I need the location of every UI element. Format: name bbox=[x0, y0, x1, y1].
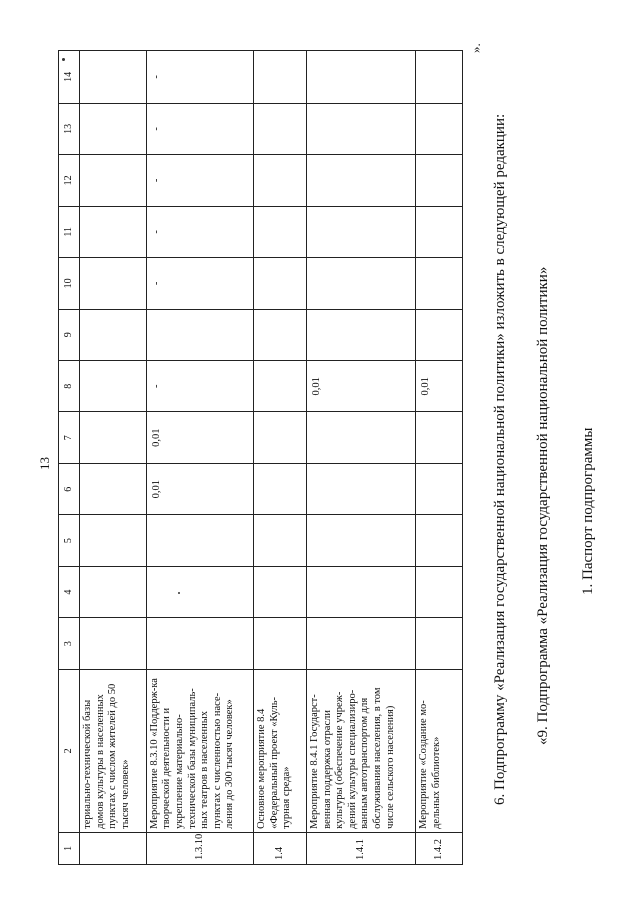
table-row bbox=[416, 51, 463, 865]
header-cell: 13 bbox=[59, 103, 80, 154]
passport-heading: 1. Паспорт подпрограммы bbox=[580, 427, 596, 595]
header-cell: 7 bbox=[59, 412, 80, 463]
value-cell bbox=[254, 463, 307, 514]
value-cell bbox=[306, 155, 415, 206]
header-cell: 4 bbox=[59, 566, 80, 617]
value-cell bbox=[416, 258, 463, 309]
table-row bbox=[306, 51, 415, 865]
value-cell bbox=[254, 309, 307, 360]
value-cell bbox=[306, 412, 415, 463]
header-cell: 11 bbox=[59, 206, 80, 257]
value-cell bbox=[254, 155, 307, 206]
value-cell: 0,01 bbox=[306, 361, 415, 412]
row-number: 1.4.1 bbox=[306, 832, 415, 864]
header-cell: 6 bbox=[59, 463, 80, 514]
value-cell bbox=[254, 206, 307, 257]
value-cell bbox=[306, 206, 415, 257]
table-header-row bbox=[59, 51, 80, 865]
value-cell bbox=[80, 309, 147, 360]
scan-speck bbox=[62, 58, 65, 61]
value-cell: - bbox=[146, 206, 253, 257]
value-cell bbox=[80, 51, 147, 104]
value-cell: - bbox=[146, 155, 253, 206]
value-cell bbox=[80, 515, 147, 566]
row-number: 1.4 bbox=[254, 832, 307, 864]
value-cell bbox=[80, 412, 147, 463]
value-cell bbox=[254, 618, 307, 669]
value-cell bbox=[80, 618, 147, 669]
value-cell: - bbox=[146, 258, 253, 309]
row-number bbox=[80, 832, 147, 864]
value-cell bbox=[416, 309, 463, 360]
row-name: Мероприятие 8.4.1 Государст-венная поддержка отрасли культуры (обеспечение учреж-дений культуры специализиро-ванным автотранспортом для обслуживания населения, в том числе сельского населения) bbox=[306, 669, 415, 832]
value-cell bbox=[416, 103, 463, 154]
value-cell bbox=[80, 206, 147, 257]
closing-quote: ». bbox=[468, 43, 483, 53]
value-cell bbox=[416, 566, 463, 617]
value-cell bbox=[254, 361, 307, 412]
value-cell bbox=[306, 51, 415, 104]
value-cell bbox=[416, 463, 463, 514]
paragraph-subprogram-statement: 6. Подпрограмму «Реализация государственной национальной политики» изложить в следующей редакции: bbox=[492, 113, 508, 805]
row-number: 1.3.10. bbox=[146, 832, 253, 864]
program-table-wrapper bbox=[58, 50, 463, 865]
value-cell bbox=[254, 412, 307, 463]
value-cell bbox=[416, 618, 463, 669]
value-cell bbox=[306, 103, 415, 154]
header-cell: 9 bbox=[59, 309, 80, 360]
value-cell bbox=[80, 103, 147, 154]
header-cell: 14 bbox=[59, 51, 80, 104]
value-cell bbox=[146, 618, 253, 669]
value-cell bbox=[416, 515, 463, 566]
row-name: териально-технической базы домов культуры в населенных пунктах с числом жителей до 50 тысяч человек» bbox=[80, 669, 147, 832]
value-cell bbox=[306, 515, 415, 566]
value-cell bbox=[254, 515, 307, 566]
value-cell bbox=[146, 515, 253, 566]
header-cell: 1 bbox=[59, 832, 80, 864]
value-cell: - bbox=[146, 361, 253, 412]
value-cell bbox=[416, 412, 463, 463]
header-cell: 2 bbox=[59, 669, 80, 832]
value-cell bbox=[80, 258, 147, 309]
value-cell: 0,01 bbox=[146, 463, 253, 514]
value-cell: - bbox=[146, 103, 253, 154]
value-cell bbox=[254, 103, 307, 154]
value-cell bbox=[306, 618, 415, 669]
value-cell bbox=[254, 51, 307, 104]
row-name: Мероприятие «Создание мо-дельных библиотек» bbox=[416, 669, 463, 832]
value-cell bbox=[416, 206, 463, 257]
value-cell bbox=[80, 361, 147, 412]
header-cell: 8 bbox=[59, 361, 80, 412]
value-cell bbox=[254, 566, 307, 617]
program-table bbox=[58, 50, 463, 865]
value-cell bbox=[306, 258, 415, 309]
subprogram-heading: «9. Подпрограмма «Реализация государственной национальной политики» bbox=[535, 266, 551, 745]
row-name: Мероприятие 8.3.10 «Поддерж-ка творческой деятельности и укрепление материально-технической базы муниципаль-ных театров в населенных пунктах с численностью насе-ления до 300 тысяч человек» bbox=[146, 669, 253, 832]
table-row bbox=[254, 51, 307, 865]
value-cell bbox=[306, 463, 415, 514]
value-cell bbox=[80, 155, 147, 206]
scan-speck bbox=[178, 592, 180, 594]
header-cell: 10 bbox=[59, 258, 80, 309]
value-cell bbox=[80, 463, 147, 514]
header-cell: 12 bbox=[59, 155, 80, 206]
value-cell bbox=[254, 258, 307, 309]
row-name: Основное мероприятие 8.4 «Федеральный проект «Куль-турная среда» bbox=[254, 669, 307, 832]
value-cell bbox=[80, 566, 147, 617]
value-cell bbox=[146, 309, 253, 360]
table-row bbox=[146, 51, 253, 865]
value-cell: 0,01 bbox=[146, 412, 253, 463]
value-cell bbox=[416, 51, 463, 104]
value-cell: 0,01 bbox=[416, 361, 463, 412]
value-cell: - bbox=[146, 51, 253, 104]
header-cell: 5 bbox=[59, 515, 80, 566]
table-row bbox=[80, 51, 147, 865]
value-cell bbox=[306, 566, 415, 617]
header-cell: 3 bbox=[59, 618, 80, 669]
page-number: 13 bbox=[37, 457, 52, 470]
value-cell bbox=[306, 309, 415, 360]
value-cell bbox=[416, 155, 463, 206]
value-cell bbox=[146, 566, 253, 617]
row-number: 1.4.2 bbox=[416, 832, 463, 864]
